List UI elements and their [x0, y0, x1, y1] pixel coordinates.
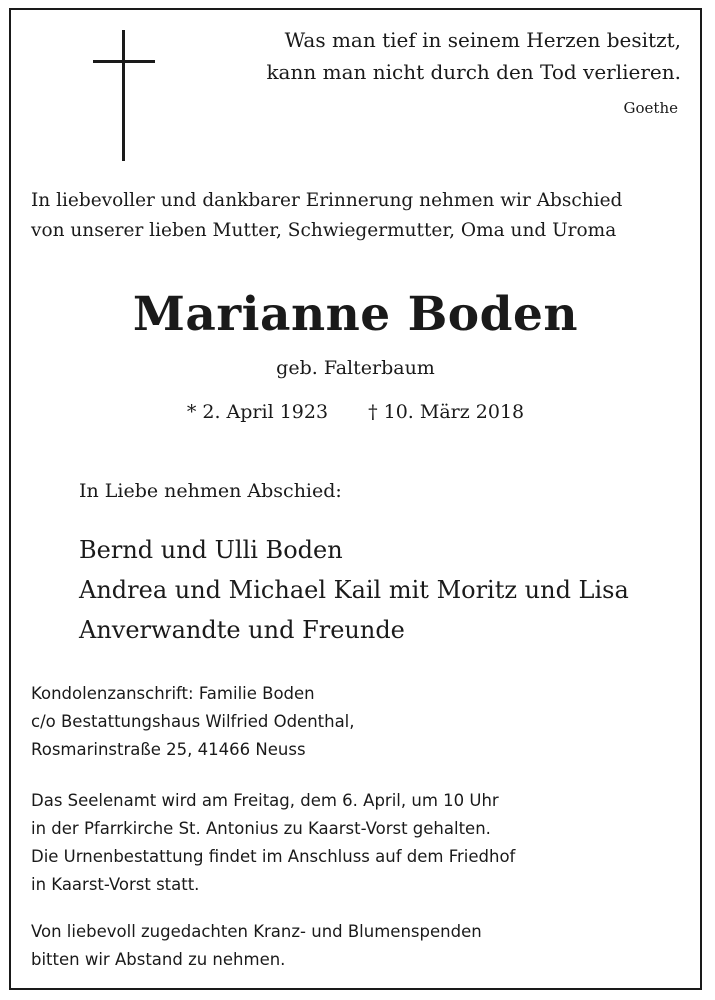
flowers-note: [31, 918, 482, 974]
farewell-heading: In Liebe nehmen Abschied:: [79, 480, 342, 502]
address-line: Rosmarinstraße 25, 41466 Neuss: [31, 740, 306, 759]
condolence-address: [31, 680, 355, 764]
flowers-line: Von liebevoll zugedachten Kranz- und Blumenspenden: [31, 922, 482, 941]
service-line: Die Urnenbestattung findet im Anschluss auf dem Friedhof: [31, 847, 516, 866]
mourner-entry: Anverwandte und Freunde: [79, 616, 405, 644]
cross-icon-horizontal: [93, 60, 155, 63]
service-info: [31, 787, 515, 899]
service-line: in der Pfarrkirche St. Antonius zu Kaarst-Vorst gehalten.: [31, 819, 491, 838]
quote-author: Goethe: [623, 99, 678, 117]
maiden-name: geb. Falterbaum: [276, 357, 435, 379]
obituary-notice: [9, 8, 702, 990]
mourners-list: [79, 530, 629, 650]
intro-line: In liebevoller und dankbarer Erinnerung nehmen wir Abschied: [31, 190, 623, 211]
life-dates: [11, 401, 700, 423]
mourner-entry: Andrea und Michael Kail mit Moritz und Lisa: [79, 576, 629, 604]
quote-line: kann man nicht durch den Tod verlieren.: [266, 60, 681, 84]
service-line: Das Seelenamt wird am Freitag, dem 6. April, um 10 Uhr: [31, 791, 499, 810]
mourner-entry: Bernd und Ulli Boden: [79, 536, 343, 564]
address-line: Kondolenzanschrift: Familie Boden: [31, 684, 315, 703]
deceased-name: Marianne Boden: [132, 287, 579, 342]
quote-line: Was man tief in seinem Herzen besitzt,: [284, 28, 681, 52]
cross-icon-vertical: [122, 30, 125, 161]
quote: [266, 24, 681, 88]
intro-line: von unserer lieben Mutter, Schwiegermutter, Oma und Uroma: [31, 220, 617, 241]
birth-date: * 2. April 1923: [186, 401, 329, 423]
intro-text: [31, 186, 622, 246]
flowers-line: bitten wir Abstand zu nehmen.: [31, 950, 286, 969]
address-line: c/o Bestattungshaus Wilfried Odenthal,: [31, 712, 355, 731]
death-date: † 10. März 2018: [368, 401, 525, 423]
service-line: in Kaarst-Vorst statt.: [31, 875, 200, 894]
